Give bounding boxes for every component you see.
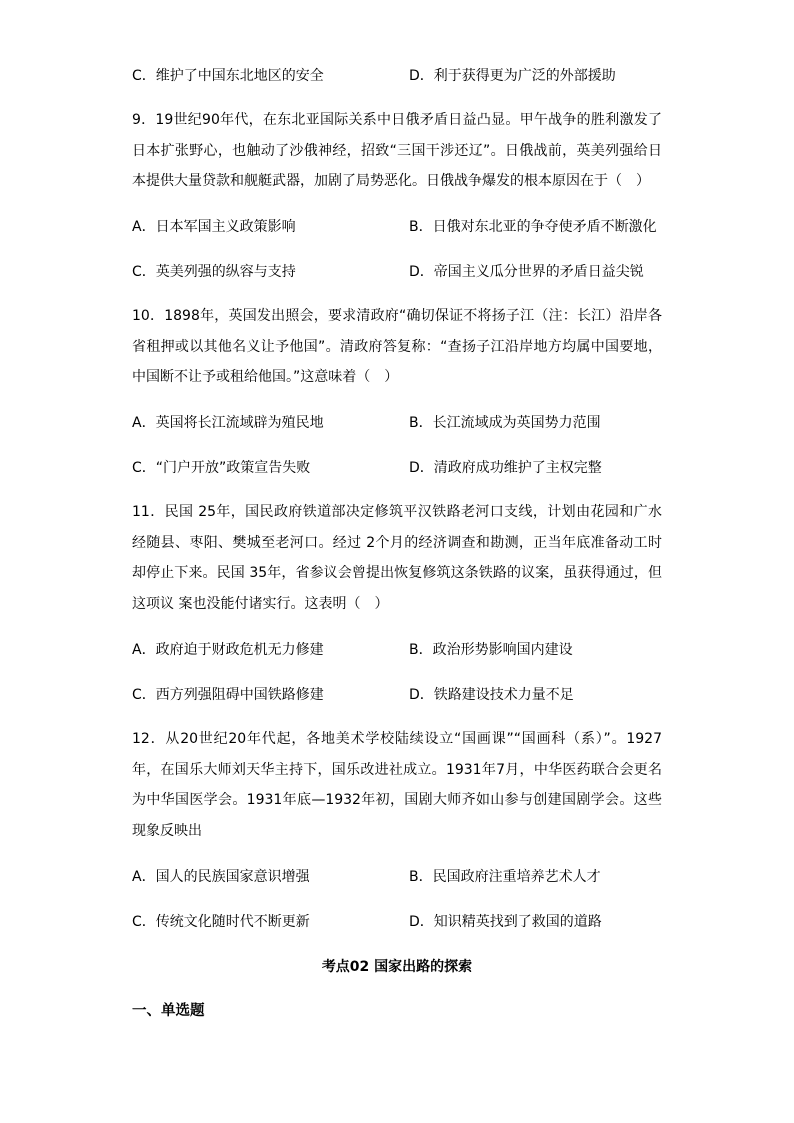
q10-option-c: C．“门户开放”政策宣告失败 <box>132 460 311 476</box>
q9-option-a: A．日本军国主义政策影响 <box>132 219 296 235</box>
q11-option-b: B．政治形势影响国内建设 <box>409 642 573 658</box>
q11-stem: 11．民国 25年，国民政府铁道部决定修筑平汉铁路老河口支线，计划由花园和广水经随县、枣阳、樊城至老河口。经过 2个月的经济调查和勘测，正当年底准备动工时却停止下来。民国 35年，省参议会曾提出恢复修筑这条铁路的议案，虽获得通过，但这项议 案也没能付诸实行。这表明（ ） <box>132 504 662 612</box>
q11-option-c: C．西方列强阻碍中国铁路修建 <box>132 687 324 703</box>
q12-stem: 12．从20世纪20年代起，各地美术学校陆续设立“国画课”“国画科（系）”。1927年，在国乐大师刘天华主持下，国乐改进社成立。1931年7月，中华医药联合会更名为中华国医学会。1931年底—1932年初，国剧大师齐如山参与创建国剧学会。这些现象反映出 <box>132 731 662 839</box>
q8-option-c: C．维护了中国东北地区的安全 <box>132 68 324 84</box>
q10-option-d: D．清政府成功维护了主权完整 <box>409 460 602 476</box>
q12-option-c: C．传统文化随时代不断更新 <box>132 914 310 930</box>
section-title: 考点02 国家出路的探索 <box>321 959 473 975</box>
q8-option-d: D．利于获得更为广泛的外部援助 <box>409 68 616 84</box>
q12-option-d: D．知识精英找到了救国的道路 <box>409 914 602 930</box>
q9-option-b: B．日俄对东北亚的争夺使矛盾不断激化 <box>409 219 657 235</box>
q12-option-b: B．民国政府注重培养艺术人才 <box>409 869 601 885</box>
q9-option-c: C．英美列强的纵容与支持 <box>132 264 296 280</box>
q10-option-a: A．英国将长江流域辟为殖民地 <box>132 415 324 431</box>
q12-option-a: A．国人的民族国家意识增强 <box>132 869 310 885</box>
section-subheading: 一、单选题 <box>132 1003 205 1019</box>
q10-option-b: B．长江流域成为英国势力范围 <box>409 415 601 431</box>
q11-option-d: D．铁路建设技术力量不足 <box>409 687 574 703</box>
q10-stem: 10．1898年，英国发出照会，要求清政府“确切保证不将扬子江（注：长江）沿岸各省租押或以其他名义让予他国”。清政府答复称：“查扬子江沿岸地方均属中国要地，中国断不让予或租给他国。”这意味着（ ） <box>132 308 662 385</box>
q9-stem: 9．19世纪90年代，在东北亚国际关系中日俄矛盾日益凸显。甲午战争的胜利激发了日本扩张野心，也触动了沙俄神经，招致“三国干涉还辽”。日俄战前，英美列强给日本提供大量贷款和舰艇武器，加剧了局势恶化。日俄战争爆发的根本原因在于（ ） <box>132 112 662 189</box>
q11-option-a: A．政府迫于财政危机无力修建 <box>132 642 324 658</box>
q9-option-d: D．帝国主义瓜分世界的矛盾日益尖锐 <box>409 264 644 280</box>
